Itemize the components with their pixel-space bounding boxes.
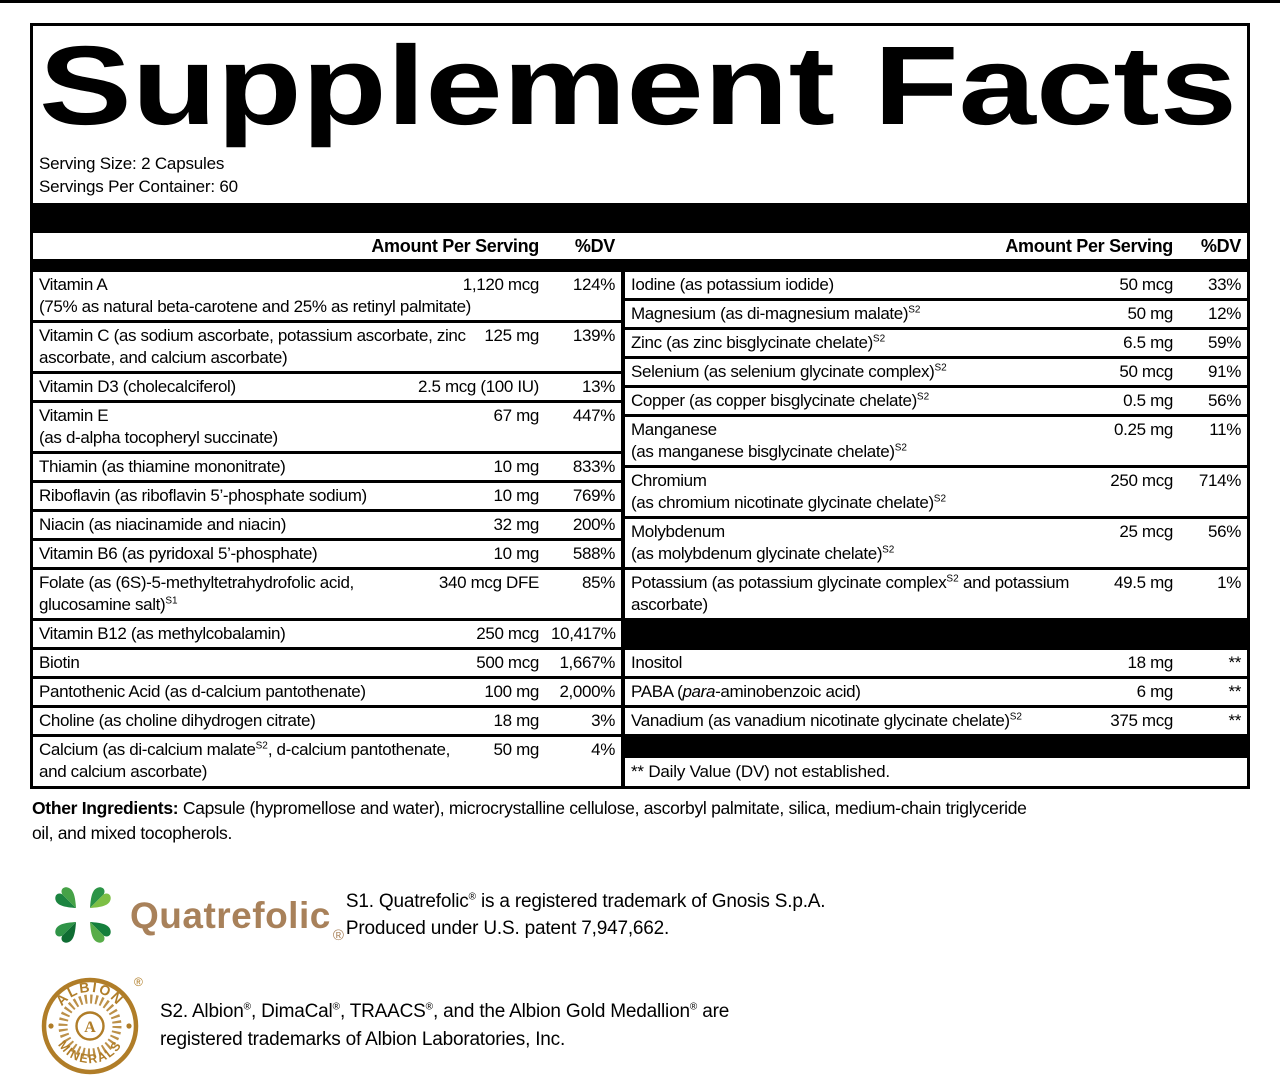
nutrient-row <box>33 705 621 734</box>
nutrient-amount: 18 mg <box>1127 653 1173 672</box>
nutrient-source: (as chromium nicotinate glycinate chelate)$^{S2}$ <box>631 493 947 512</box>
page-title: Supplement Facts <box>39 32 1237 148</box>
nutrient-name: Niacin (as niacinamide and niacin) <box>39 515 287 534</box>
nutrient-dv: 1,667% <box>559 653 615 672</box>
nutrient-amount: 10 mg <box>493 544 539 563</box>
nutrient-row <box>33 400 621 451</box>
nutrient-name: Biotin <box>39 653 80 672</box>
nutrient-amount: 6 mg <box>1136 682 1173 701</box>
nutrient-name: Selenium (as selenium glycinate complex)$^{S2}$ <box>631 362 947 381</box>
column-headers <box>33 233 1247 259</box>
supplement-facts-panel <box>30 23 1250 789</box>
nutrient-row <box>625 356 1247 385</box>
nutrient-row <box>33 451 621 480</box>
albion-footnote <box>40 974 1280 1078</box>
nutrient-row <box>33 567 621 618</box>
nutrient-name: Thiamin (as thiamine mononitrate) <box>39 457 286 476</box>
albion-note <box>160 998 729 1054</box>
supplement-table-left <box>33 272 621 786</box>
nutrient-row <box>33 320 621 371</box>
nutrient-dv: 124% <box>572 275 615 294</box>
nutrient-amount: 250 mcg <box>1110 471 1173 490</box>
nutrient-name: Inositol <box>631 653 683 672</box>
quatrefolic-clover-icon <box>40 872 126 958</box>
nutrient-amount: 100 mg <box>484 682 539 701</box>
nutrient-amount: 50 mcg <box>1119 275 1173 294</box>
nutrient-name: Vitamin B6 (as pyridoxal 5’-phosphate) <box>39 544 318 563</box>
other-ingredients-label: Other Ingredients: <box>32 798 179 818</box>
nutrient-dv: 91% <box>1208 362 1241 381</box>
nutrient-amount: 340 mcg DFE <box>438 573 539 592</box>
other-ingredients-text: Capsule (hypromellose and water), microcrystalline cellulose, ascorbyl palmitate, silica, medium-chain triglyceride oil, and mixed tocopherols. <box>32 798 1027 843</box>
amount-per-serving-header: Amount Per Serving <box>1005 235 1173 256</box>
nutrient-name: Choline (as choline dihydrogen citrate) <box>39 711 316 730</box>
nutrient-amount: 250 mcg <box>476 624 539 643</box>
nutrient-row <box>625 272 1247 298</box>
serving-info <box>33 150 1247 203</box>
nutrient-row <box>33 676 621 705</box>
nutrient-dv: 59% <box>1208 333 1241 352</box>
nutrient-amount: 500 mcg <box>476 653 539 672</box>
nutrient-source: (75% as natural beta-carotene and 25% as retinyl palmitate) <box>39 297 471 316</box>
nutrient-dv: 85% <box>582 573 615 592</box>
nutrient-row <box>625 465 1247 516</box>
supplement-table-right <box>625 272 1247 786</box>
nutrient-dv: 200% <box>572 515 615 534</box>
nutrient-dv: 714% <box>1198 471 1241 490</box>
nutrient-name: Iodine (as potassium iodide) <box>631 275 834 294</box>
nutrient-amount: 50 mg <box>1127 304 1173 323</box>
nutrient-dv: 1% <box>1217 573 1241 592</box>
nutrient-amount: 1,120 mcg <box>462 275 539 294</box>
nutrient-dv: 11% <box>1209 420 1241 439</box>
albion-minerals-logo <box>40 974 144 1078</box>
nutrient-source: (as manganese bisglycinate chelate)$^{S2}$ <box>631 442 907 461</box>
svg-text:ALBION <box>52 979 127 1009</box>
nutrient-row <box>625 676 1247 705</box>
nutrient-amount: 50 mcg <box>1119 362 1173 381</box>
quatrefolic-note <box>346 888 825 942</box>
nutrient-row <box>625 385 1247 414</box>
nutrient-amount: 0.25 mg <box>1114 420 1173 439</box>
nutrient-name: Molybdenum <box>631 522 725 541</box>
nutrient-amount: 25 mcg <box>1119 522 1173 541</box>
other-ingredients <box>32 796 1047 846</box>
nutrient-dv: 3% <box>591 711 615 730</box>
nutrient-row <box>33 647 621 676</box>
nutrient-dv: 12% <box>1208 304 1241 323</box>
amount-per-serving-header: Amount Per Serving <box>371 235 539 256</box>
section-divider-bar <box>625 618 1247 647</box>
nutrient-name: Calcium (as di-calcium malate$^{S2}$, d-calcium pantothenate, and calcium ascorbate) <box>39 740 450 781</box>
albion-logo-center-letter: A <box>84 1019 96 1036</box>
nutrient-name: Zinc (as zinc bisglycinate chelate)$^{S2}$ <box>631 333 886 352</box>
nutrient-name: Vitamin C (as sodium ascorbate, potassium ascorbate, zinc ascorbate, and calcium ascorbate) <box>39 326 466 367</box>
nutrient-name: Potassium (as potassium glycinate complex$^{S2}$ and potassium ascorbate) <box>631 573 1070 614</box>
nutrient-dv: 56% <box>1208 522 1241 541</box>
quatrefolic-wordmark: Quatrefolic <box>130 894 331 936</box>
nutrient-row <box>625 647 1247 676</box>
dv-header: %DV <box>574 235 615 256</box>
nutrient-name: Vanadium (as vanadium nicotinate glycinate chelate)$^{S2}$ <box>631 711 1022 730</box>
nutrient-dv: 139% <box>572 326 615 345</box>
nutrient-row <box>33 371 621 400</box>
albion-note-line2: registered trademarks of Albion Laboratories, Inc. <box>160 1029 566 1050</box>
top-edge-rule <box>0 0 1280 3</box>
nutrient-dv: 833% <box>572 457 615 476</box>
section-divider-bar <box>625 734 1247 755</box>
svg-text:MINERALS <box>55 1038 124 1066</box>
nutrient-amount: 67 mg <box>493 406 539 425</box>
nutrient-name: Manganese <box>631 420 717 439</box>
nutrient-row <box>33 618 621 647</box>
nutrient-name: Vitamin A <box>39 275 108 294</box>
albion-note-line1: S2. Albion®, DimaCal®, TRAACS®, and the Albion Gold Medallion® are <box>160 1001 730 1022</box>
nutrient-dv: 33% <box>1208 275 1241 294</box>
nutrient-dv: 447% <box>572 406 615 425</box>
nutrient-source: (as molybdenum glycinate chelate)$^{S2}$ <box>631 544 895 563</box>
nutrient-amount: 18 mg <box>493 711 539 730</box>
nutrient-row <box>625 414 1247 465</box>
nutrient-amount: 0.5 mg <box>1123 391 1173 410</box>
nutrient-amount: 125 mg <box>484 326 539 345</box>
servings-per-container: Servings Per Container: 60 <box>39 177 238 196</box>
nutrient-row <box>625 327 1247 356</box>
serving-size: Serving Size: 2 Capsules <box>39 154 225 173</box>
panel-title-area <box>33 26 1247 150</box>
nutrient-row <box>33 538 621 567</box>
nutrient-name: Magnesium (as di-magnesium malate)$^{S2}$ <box>631 304 921 323</box>
nutrient-amount: 2.5 mcg (100 IU) <box>417 377 539 396</box>
nutrient-name: Copper (as copper bisglycinate chelate)$^{S2}$ <box>631 391 930 410</box>
dv-footnote <box>625 755 1247 786</box>
nutrient-dv: 769% <box>572 486 615 505</box>
nutrient-row <box>625 298 1247 327</box>
nutrient-dv: ** <box>1228 711 1241 730</box>
nutrient-name: Folate (as (6S)-5-methyltetrahydrofolic acid, glucosamine salt)$^{S1}$ <box>39 573 354 614</box>
nutrient-dv: 56% <box>1208 391 1241 410</box>
quatrefolic-footnote <box>40 872 1280 958</box>
nutrient-amount: 6.5 mg <box>1123 333 1173 352</box>
dv-footnote-text: ** Daily Value (DV) not established. <box>631 762 890 781</box>
nutrient-dv: 588% <box>572 544 615 563</box>
header-bar-thin <box>33 259 1247 272</box>
registered-trademark-icon: ® <box>134 975 143 989</box>
nutrient-dv: ** <box>1228 682 1241 701</box>
nutrient-name: Riboflavin (as riboflavin 5’-phosphate sodium) <box>39 486 367 505</box>
nutrient-row <box>33 272 621 320</box>
nutrient-amount: 49.5 mg <box>1114 573 1173 592</box>
nutrient-dv: 13% <box>582 377 615 396</box>
nutrient-amount: 375 mcg <box>1110 711 1173 730</box>
quatrefolic-note-line2: Produced under U.S. patent 7,947,662. <box>345 918 670 939</box>
registered-trademark-icon: ® <box>332 927 344 944</box>
nutrient-dv: 10,417% <box>551 624 616 643</box>
nutrient-name: PABA (para-aminobenzoic acid) <box>631 682 861 701</box>
nutrient-name: Pantothenic Acid (as d-calcium pantothenate) <box>39 682 366 701</box>
nutrient-row <box>33 480 621 509</box>
quatrefolic-note-line1: S1. Quatrefolic® is a registered trademark of Gnosis S.p.A. <box>345 891 826 912</box>
nutrient-row <box>33 509 621 538</box>
albion-logo-bottom-text: MINERALS <box>55 1037 125 1067</box>
albion-logo-top-text: ALBION <box>52 978 128 1009</box>
nutrient-amount: 50 mg <box>493 740 539 759</box>
nutrient-name: Vitamin D3 (cholecalciferol) <box>39 377 236 396</box>
nutrient-dv: 4% <box>591 740 615 759</box>
nutrient-name: Vitamin E <box>39 406 109 425</box>
nutrient-row <box>625 516 1247 567</box>
nutrient-dv: ** <box>1228 653 1241 672</box>
nutrient-name: Vitamin B12 (as methylcobalamin) <box>39 624 286 643</box>
panel-title-canvas <box>37 32 1243 150</box>
nutrient-dv: 2,000% <box>559 682 615 701</box>
dv-header: %DV <box>1200 235 1241 256</box>
nutrient-source: (as d-alpha tocopheryl succinate) <box>39 428 278 447</box>
nutrient-amount: 10 mg <box>493 457 539 476</box>
nutrient-row <box>33 734 621 785</box>
left-column-header <box>33 236 621 257</box>
nutrient-amount: 32 mg <box>493 515 539 534</box>
nutrient-row <box>625 705 1247 734</box>
right-column-header <box>625 236 1247 257</box>
nutrient-name: Chromium <box>631 471 707 490</box>
nutrient-row <box>625 567 1247 618</box>
nutrient-amount: 10 mg <box>493 486 539 505</box>
nutrient-tables <box>33 272 1247 786</box>
header-bar-thick <box>33 203 1247 233</box>
